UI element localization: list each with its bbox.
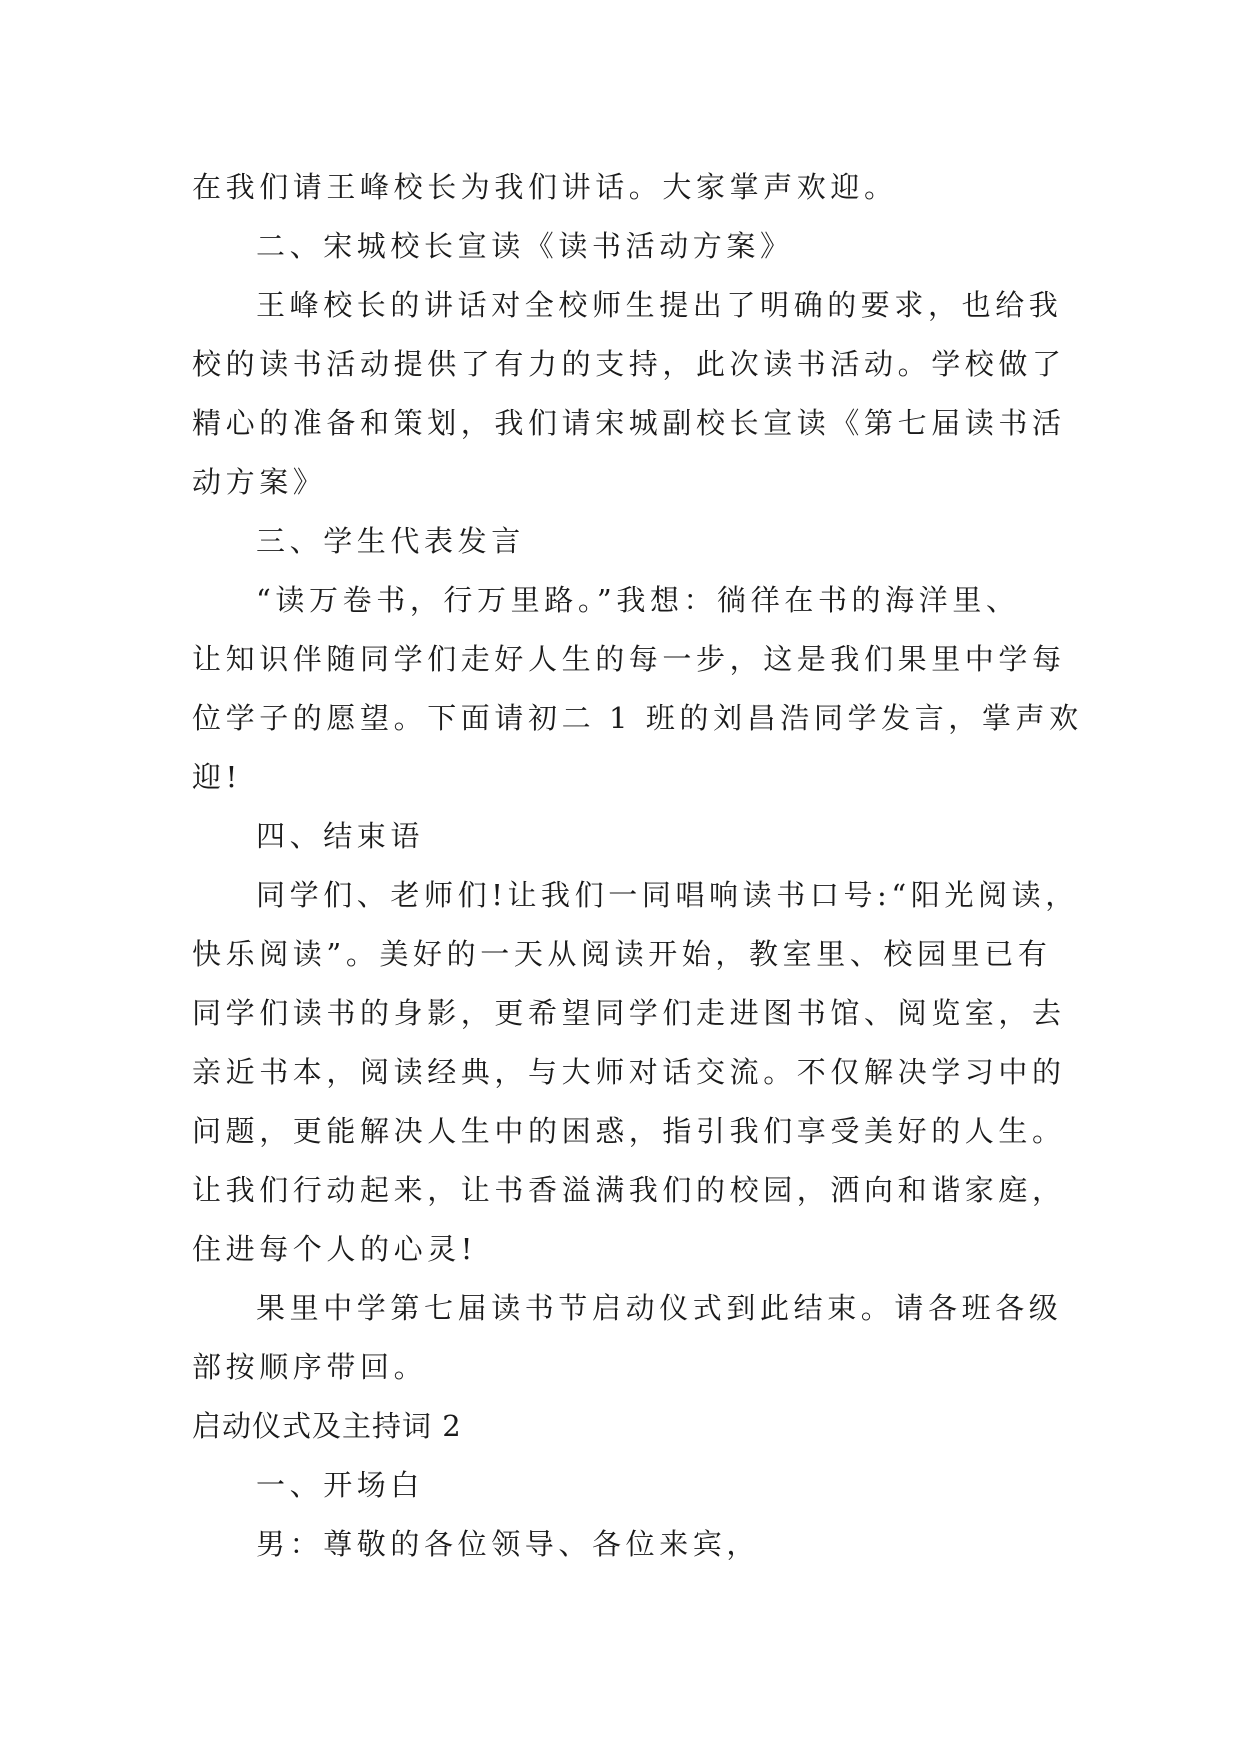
text-line: 精心的准备和策划，我们请宋城副校长宣读《第七届读书活: [192, 406, 1066, 440]
document-body: [192, 158, 1083, 1574]
section-heading: 四、结束语: [256, 819, 425, 853]
text-line: 位学子的愿望。下面请初二 1 班的刘昌浩同学发言，掌声欢: [192, 701, 1083, 735]
section-heading: 一、开场白: [256, 1468, 425, 1502]
text-line: 部按顺序带回。: [192, 1350, 428, 1384]
text-line: 在我们请王峰校长为我们讲话。大家掌声欢迎。: [192, 170, 898, 204]
section-heading: 二、宋城校长宣读《读书活动方案》: [256, 229, 794, 263]
text-line: 住进每个人的心灵!: [192, 1232, 478, 1266]
text-line: 男：尊敬的各位领导、各位来宾，: [256, 1527, 761, 1561]
text-line: “读万卷书，行万里路。”我想：徜徉在书的海洋里、: [256, 583, 1020, 617]
text-line: 王峰校长的讲话对全校师生提出了明确的要求，也给我: [256, 288, 1063, 322]
text-line: 动方案》: [192, 465, 327, 499]
text-line: 让我们行动起来，让书香溢满我们的校园，洒向和谐家庭，: [192, 1173, 1066, 1207]
text-line: 校的读书活动提供了有力的支持，此次读书活动。学校做了: [192, 347, 1066, 381]
section-heading: 三、学生代表发言: [256, 524, 525, 558]
text-line: 问题，更能解决人生中的困惑，指引我们享受美好的人生。: [192, 1114, 1066, 1148]
text-line: 亲近书本，阅读经典，与大师对话交流。不仅解决学习中的: [192, 1055, 1066, 1089]
text-line: 同学们、老师们!让我们一同唱响读书口号:“阳光阅读，: [256, 878, 1079, 912]
text-line: 迎!: [192, 760, 242, 794]
text-line: 同学们读书的身影，更希望同学们走进图书馆、阅览室，去: [192, 996, 1066, 1030]
text-line: 快乐阅读”。美好的一天从阅读开始，教室里、校园里已有: [192, 937, 1052, 971]
text-line: 果里中学第七届读书节启动仪式到此结束。请各班各级: [256, 1291, 1063, 1325]
document-title: 启动仪式及主持词 2: [192, 1409, 462, 1443]
text-line: 让知识伴随同学们走好人生的每一步，这是我们果里中学每: [192, 642, 1066, 676]
